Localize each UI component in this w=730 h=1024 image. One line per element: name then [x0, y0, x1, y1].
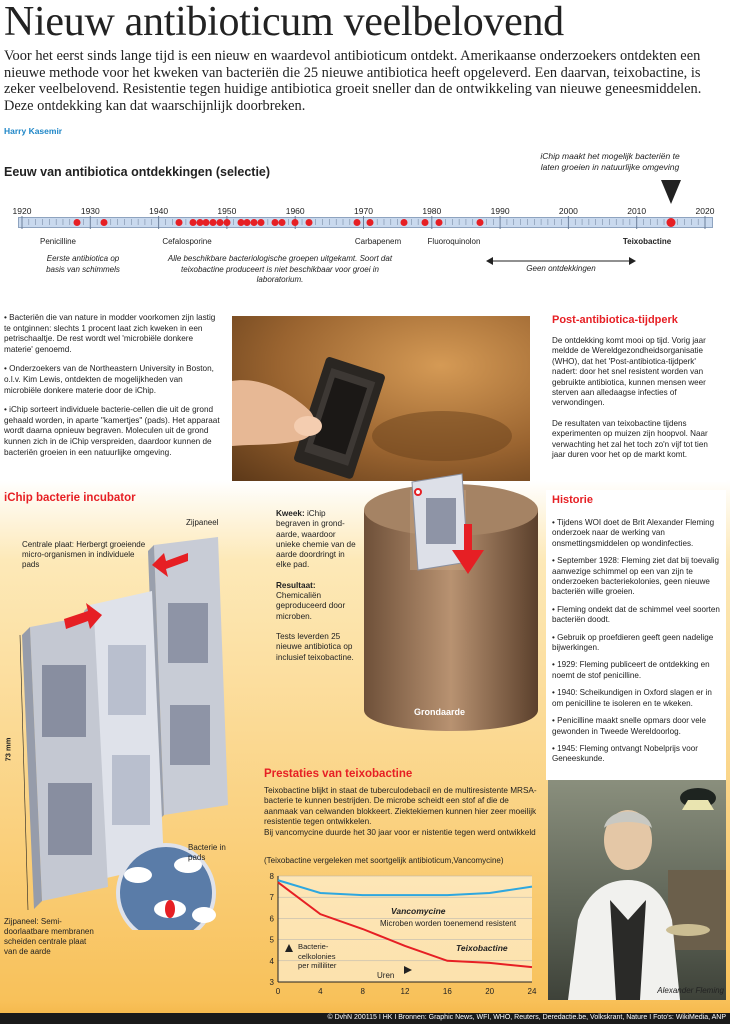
prestaties-title: Prestaties van teixobactine [264, 768, 413, 780]
historie-box [546, 490, 726, 780]
timeline-title: Eeuw van antibiotica ontdekkingen (selectie) [4, 165, 271, 179]
historie-item: • 1945: Fleming ontvangt Nobelprijs voor Geneeskunde. [552, 743, 698, 764]
incubator-title: iChip bacterie incubator [4, 492, 136, 504]
timeline-tick-1960: 1960 [285, 206, 305, 216]
chart-xtick-label: 20 [485, 987, 495, 996]
timeline-tick-1970: 1970 [354, 206, 373, 216]
bullet-3: • iChip sorteert individuele bacterie-cellen die uit de grond gehaald worden, in aparte "kamertjes" (pads). Het apparaat wordt daarna opnieuw begraven. Moleculen uit de grond kunnen zich in de iChip verspreiden, daardoor kunnen de bacteriën groeien in een natuurlijke omgeving. [4, 405, 220, 457]
zijpaneel-front [22, 615, 108, 909]
timeline-tick-2020: 2020 [695, 206, 715, 216]
historie-item: • September 1928: Fleming ziet dat bij toevalig aanwezige schimmel op een van zijn te onderzoeken bacteriekolonies, geen nieuwe bacteriën wille groeien. [552, 556, 720, 597]
chart-xtick-label: 24 [527, 987, 537, 996]
chart-ytick-label: 4 [269, 956, 274, 966]
ichip-soil-photo-art [232, 316, 530, 481]
timeline-label-penicilline: Penicilline [39, 237, 77, 246]
chart-xtick-label: 0 [275, 987, 281, 996]
prestaties-text: Teixobactine blijkt in staat de tuberculodebacil en de multiresistente MRSA-bacterie te kunnen bestrijden. De microbe scheidt een stof af die de aanmaak van celwanden blokkeert. Ziektekiemen kunnen hier zeer moeilijk resistentie tegen ontwikkelen. Bij vancomycine duurde het 30 jaar voor er nistentie tegen werd ontwikkeld [264, 786, 537, 837]
chart-ytick-label: 8 [269, 872, 274, 881]
post-antibiotica-box [546, 310, 726, 482]
historie-item: • Tijdens WOI doet de Brit Alexander Fleming onderzoek naar de werking van onsmettingsmiddelen op wondinfecties. [552, 518, 715, 548]
timeline-event-1943 [176, 219, 183, 226]
chart-ytick-label: 6 [269, 914, 274, 924]
timeline-tick-1980: 1980 [422, 206, 442, 216]
timeline-label-cefalosporine: Cefalosporine [162, 237, 212, 246]
historie-item: • 1929: Fleming publiceert de ontdekking en noemt de stof penicilline. [552, 660, 710, 680]
chart-ytick-label: 3 [269, 978, 274, 987]
timeline-event-1969 [353, 219, 360, 226]
timeline-event-1960 [292, 219, 299, 226]
timeline-minor-ticks [18, 216, 713, 229]
kweek-label: Kweek: [276, 509, 305, 518]
historie-item: • Penicilline maakt snelle opmars door vele gewonden in Tweede Wereldoorlog. [552, 716, 706, 736]
post-paragraph-1: De ontdekking komt mooi op tijd. Vorig jaar meldde de Wereldgezondheidsorganisatie (WHO), dat het 'Post-antibiotica-tijdperk' nadert: door het snel resistent worden van gebruikte antibiotica, kunnen mensen weer sterven aan alledaagse infecties of verwondingen. [552, 336, 706, 408]
incubator-label-centrale: Centrale plaat: Herbergt groeiende micro-organismen in individuele pads [22, 540, 146, 569]
resultaat-block [276, 581, 360, 622]
chart-ytick-label: 7 [269, 893, 274, 903]
timeline-event-1932 [100, 219, 107, 226]
timeline-tick-1930: 1930 [80, 206, 100, 216]
timeline-event-1955 [258, 219, 265, 226]
incubator-label-dimension: 73 mm [3, 737, 13, 762]
timeline-event-1987 [476, 219, 483, 226]
resultaat-label: Resultaat: [276, 580, 316, 590]
timeline-tick-1950: 1950 [217, 206, 237, 216]
timeline-event-1958 [278, 219, 285, 226]
timeline-event-2015 [666, 218, 675, 227]
footer-text: © DvhN 200115 I HK I Bronnen: Graphic News, WFI, WHO, Reuters, Deredactie.be, Volkskrant, Nature I Foto's: WikiMedia, ANP [327, 1014, 726, 1021]
timeline-event-1950 [223, 219, 230, 226]
timeline-marker-arrow [661, 180, 681, 206]
timeline-label-teixobactine: Teixobactine [622, 237, 672, 246]
timeline-tick-1920: 1920 [12, 206, 32, 216]
chart-subtitle: (Teixobactine vergeleken met soortgelijk antibioticum,Vancomycine) [264, 856, 504, 865]
intro-paragraph: Voor het eerst sinds lange tijd is een nieuw en waardevol antibioticum ontdekt. Amerikaanse onderzoekers ontdekten een nieuwe methode voor het kweken van bacteriën die 25 nieuwe antibiotica heeft opgeleverd. Een daarvan, teixobactine, is zeker veelbelovend. Resistentie tegen huidige antibiotica groeit sneller dan de ontwikkeling van nieuwe geneesmiddelen. Deze ontdekking kan dat waarschijnlijk doorbreken. [4, 48, 702, 114]
chart-label-teixobactine: Teixobactine [456, 943, 508, 953]
historie-item: • 1940: Scheikundigen in Oxford slagen er in om penicilline te isoleren en te wkeken. [552, 688, 712, 708]
timeline-event-1979 [421, 219, 428, 226]
timeline-event-1962 [305, 219, 312, 226]
timeline-event-1976 [401, 219, 408, 226]
grondaarde-label: Grondaarde [414, 707, 466, 717]
timeline-tick-1990: 1990 [490, 206, 510, 216]
resultaat-text: Chemicaliën geproduceerd door microben. [276, 591, 346, 621]
bacterium-marker [165, 900, 175, 918]
footer-credits [0, 1013, 730, 1024]
kweek-text: iChip begraven in grond-aarde, waardoor unieke chemie van de aarde doordringt in elke pad. [276, 509, 356, 570]
chart-annotation: Microben worden toenemend resistent [380, 919, 517, 928]
resistance-chart [262, 868, 544, 1008]
historie-list [552, 518, 720, 765]
incubator-illustration [8, 515, 248, 930]
historie-item: • Gebruik op proefdieren geeft geen nadelige bijwerkingen. [552, 632, 714, 653]
timeline-note-ichip: iChip maakt het mogelijk bacteriën te laten groeien in natuurlijke omgeving [540, 151, 680, 172]
incubator-label-zijpaneel-bottom: Zijpaneel: Semi-doorlaatbare membranen scheiden centrale plaat van de aarde [4, 917, 94, 956]
timeline-tick-2010: 2010 [627, 206, 647, 216]
timeline-tick-2000: 2000 [558, 206, 578, 216]
ichip-soil-photo [232, 316, 530, 481]
post-title: Post-antibiotica-tijdperk [552, 314, 678, 326]
timeline-label-carbapenem: Carbapenem [354, 237, 402, 246]
chart-xtick-label: 8 [360, 987, 365, 996]
bullet-1: • Bacteriën die van nature in modder voorkomen zijn lastig te ontginnen: slechts 1 procent laat zich kweken in een petrischaaltje. De rest wordt wel 'microbiële donkere materie' genoemd. [4, 313, 216, 354]
fleming-photo-art [548, 780, 726, 1000]
incubator-label-bacterie: Bacterie in pads [188, 843, 226, 862]
timeline-note-uitgekamt: Alle beschikbare bacteriologische groepen uitgekamt. Soort dat teixobactine produceert is niet beschikbaar voor groei in laboratorium. [167, 254, 393, 284]
bullet-2: • Onderzoekers van de Northeastern University in Boston, o.l.v. Kim Lewis, ontdekten de mogelijkheden van microbiële donkere materie door de iChip. [4, 364, 214, 395]
fleming-caption: Alexander Fleming [657, 986, 724, 995]
chart-xtick-label: 16 [442, 987, 452, 996]
left-bullets [4, 313, 222, 467]
chart-ytick-label: 5 [269, 935, 274, 945]
author-byline: Harry Kasemir [4, 126, 63, 136]
chart-xtick-label: 4 [318, 987, 323, 996]
timeline-note-geen: Geen ontdekkingen [526, 264, 596, 273]
chart-ylabel: Bacterie-celkolonies per milliliter [298, 942, 337, 971]
chart-xlabel: Uren [377, 971, 395, 980]
chart-label-vancomycine: Vancomycine [391, 906, 446, 916]
historie-title: Historie [552, 494, 593, 506]
timeline-event-1981 [435, 219, 442, 226]
historie-item: • Fleming ondekt dat de schimmel veel soorten bacteriën doodt. [552, 604, 720, 625]
post-paragraph-2: De resultaten van teixobactine tijdens experimenten op muizen zijn hoopvol. Naar verwachting het zal het toch zo'n vijf tot tien jaar duren voor het op de markt komt. [552, 418, 708, 460]
chart-xtick-label: 12 [400, 987, 410, 996]
kweek-block [276, 509, 360, 663]
fleming-photo [548, 780, 726, 1000]
tests-text: Tests leverden 25 nieuwe antibiotica op inclusief teixobactine. [276, 631, 354, 662]
timeline-label-fluoroquinolon: Fluoroquinolon [427, 237, 481, 246]
timeline-event-1971 [367, 219, 374, 226]
incubator-label-zijpaneel-top: Zijpaneel [186, 518, 219, 527]
timeline-tick-1940: 1940 [149, 206, 169, 216]
timeline-event-1928 [73, 219, 80, 226]
timeline-note-schimmels: Eerste antibiotica op basis van schimmels [46, 254, 120, 274]
headline: Nieuw antibioticum veelbelovend [4, 0, 564, 45]
